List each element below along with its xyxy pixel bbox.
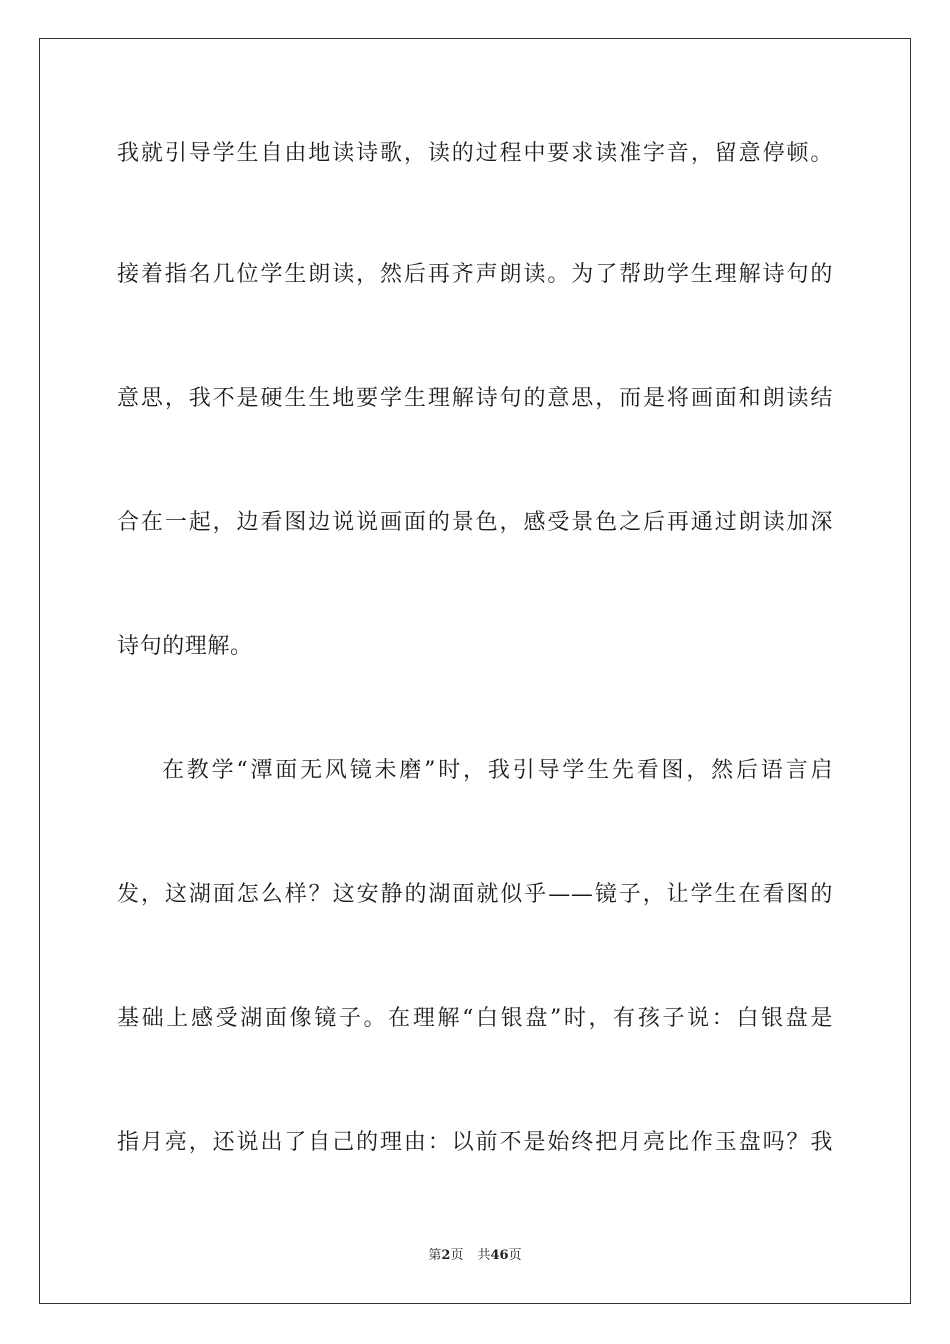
body-line-5: 诗句的理解。 [117, 634, 253, 659]
body-line-9: 指月亮，还说出了自己的理由：以前不是始终把月亮比作玉盘吗？我 [117, 1130, 833, 1155]
body-line-2: 接着指名几位学生朗读，然后再齐声朗读。为了帮助学生理解诗句的 [117, 262, 833, 287]
page-frame [39, 38, 911, 1304]
total-page-count: 46 [490, 1248, 509, 1263]
body-line-3: 意思，我不是硬生生地要学生理解诗句的意思，而是将画面和朗读结 [117, 386, 833, 411]
body-line-8: 基础上感受湖面像镜子。在理解“白银盘”时，有孩子说：白银盘是 [117, 1006, 833, 1031]
body-line-7: 发，这湖面怎么样？这安静的湖面就似乎——镜子，让学生在看图的 [117, 882, 833, 907]
body-line-1: 我就引导学生自由地读诗歌，读的过程中要求读准字音，留意停顿。 [117, 141, 833, 166]
body-line-4: 合在一起，边看图边说说画面的景色，感受景色之后再通过朗读加深 [117, 510, 833, 535]
footer-total-prefix: 共 [477, 1248, 491, 1263]
footer-total-suffix: 页 [508, 1248, 522, 1263]
footer-prefix: 第 [428, 1248, 442, 1263]
body-line-6: 在教学“潭面无风镜未磨”时，我引导学生先看图，然后语言启 [162, 758, 833, 783]
footer-page-suffix: 页 [450, 1248, 464, 1263]
current-page-number: 2 [441, 1248, 451, 1263]
page-footer [0, 1248, 950, 1264]
